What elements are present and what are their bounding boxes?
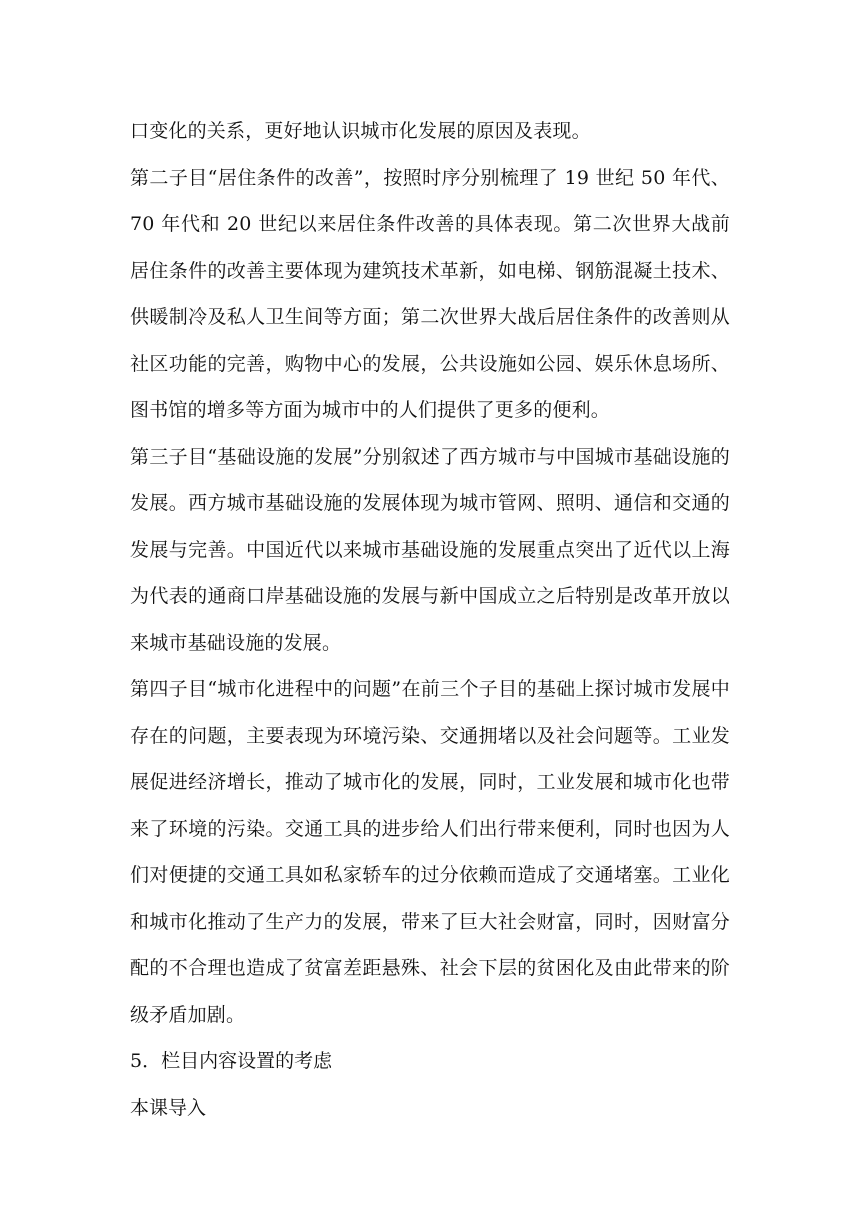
- paragraph-population-change: 口变化的关系，更好地认识城市化发展的原因及表现。: [130, 120, 591, 142]
- paragraph-living-conditions: 第二子目“居住条件的改善”，按照时序分别梳理了 19 世纪 50 年代、70 年代和 20 世纪以来居住条件改善的具体表现。第二次世界大战前居住条件的改善主要体现为建筑技术革新，如电梯、钢筋混凝土技术、供暖制冷及私人卫生间等方面；第二次世界大战后居住条件的改善则从社区功能的完善，购物中心的发展，公共设施如公园、娱乐休息场所、图书馆的增多等方面为城市中的人们提供了更多的便利。: [130, 166, 730, 421]
- subheading: 本课导入: [130, 1096, 207, 1119]
- section-heading: 5．栏目内容设置的考虑: [130, 1050, 333, 1072]
- document-page: [130, 108, 730, 1131]
- paragraph-urbanization-problems: 第四子目“城市化进程中的问题”在前三个子目的基础上探讨城市发展中存在的问题，主要表现为环境污染、交通拥堵以及社会问题等。工业发展促进经济增长，推动了城市化的发展，同时，工业发展和城市化也带来了环境的污染。交通工具的进步给人们出行带来便利，同时也因为人们对便捷的交通工具如私家轿车的过分依赖而造成了交通堵塞。工业化和城市化推动了生产力的发展，带来了巨大社会财富，同时，因财富分配的不合理也造成了贫富差距悬殊、社会下层的贫困化及由此带来的阶级矛盾加剧。: [130, 678, 730, 1026]
- paragraph-infrastructure: 第三子目“基础设施的发展”分别叙述了西方城市与中国城市基础设施的发展。西方城市基础设施的发展体现为城市管网、照明、通信和交通的发展与完善。中国近代以来城市基础设施的发展重点突出了近代以上海为代表的通商口岸基础设施的发展与新中国成立之后特别是改革开放以来城市基础设施的发展。: [130, 445, 730, 654]
